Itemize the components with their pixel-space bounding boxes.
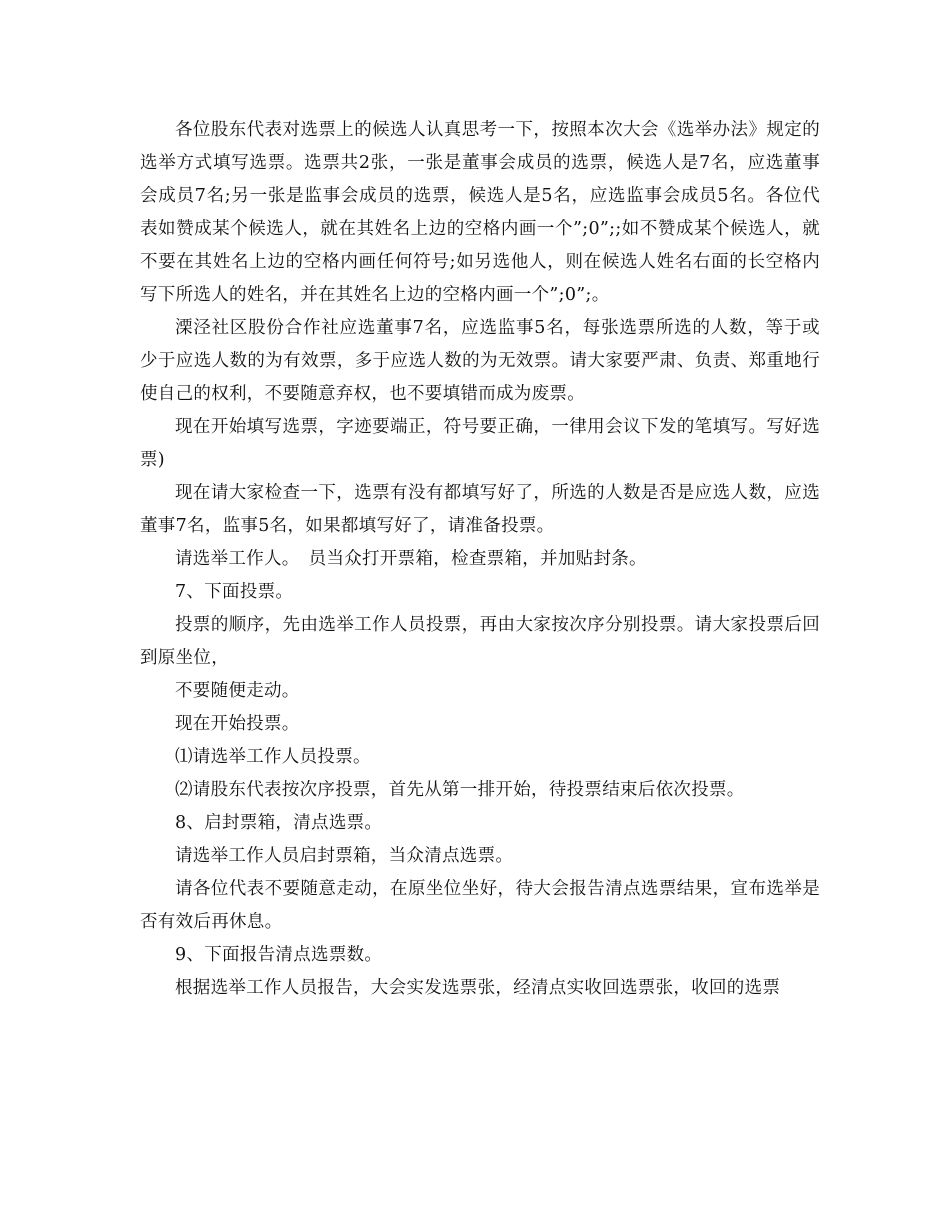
paragraph: 请选举工作人员启封票箱，当众清点选票。 [175,846,514,866]
paragraph: 请各位代表不要随意走动，在原坐位坐好，待大会报告清点选票结果，宣布选举是否有效后再休息。 [140,879,820,932]
paragraph: 不要随便走动。 [175,681,300,701]
section-heading: 9、下面报告清点选票数。 [175,945,383,965]
paragraph: 根据选举工作人员报告，大会实发选票张，经清点实收回选票张，收回的选票 [175,978,781,998]
paragraph: 请选举工作人。 员当众打开票箱，检查票箱，并加贴封条。 [175,549,647,569]
paragraph: 投票的顺序，先由选举工作人员投票，再由大家按次序分别投票。请大家投票后回到原坐位， [140,615,820,668]
paragraph: 现在开始投票。 [175,714,300,734]
paragraph: 现在开始填写选票，字迹要端正，符号要正确，一律用会议下发的笔填写。写好选票) [140,417,820,470]
paragraph: 现在请大家检查一下，选票有没有都填写好了，所选的人数是否是应选人数，应选董事7名，监事5名，如果都填写好了，请准备投票。 [140,483,820,536]
document-body [140,114,820,1005]
paragraph: 溧泾社区股份合作社应选董事7名，应选监事5名，每张选票所选的人数，等于或少于应选人数的为有效票，多于应选人数的为无效票。请大家要严肃、负责、郑重地行使自己的权利，不要随意弃权，也不要填错而成为废票。 [140,318,820,404]
paragraph: 各位股东代表对选票上的候选人认真思考一下，按照本次大会《选举办法》规定的选举方式填写选票。选票共2张，一张是董事会成员的选票，候选人是7名，应选董事会成员7名;另一张是监事会成员的选票，候选人是5名，应选监事会成员5名。各位代表如赞成某个候选人，就在其姓名上边的空格内画一个”;0”;;如不赞成某个候选人，就不要在其姓名上边的空格内画任何符号;如另选他人，则在候选人姓名右面的长空格内写下所选人的姓名，并在其姓名上边的空格内画一个”;0”;。 [140,120,820,305]
list-item: ⑵请股东代表按次序投票，首先从第一排开始，待投票结束后依次投票。 [175,780,745,800]
section-heading: 8、启封票箱，清点选票。 [175,813,383,833]
section-heading: 7、下面投票。 [175,582,294,602]
list-item: ⑴请选举工作人员投票。 [175,747,371,767]
